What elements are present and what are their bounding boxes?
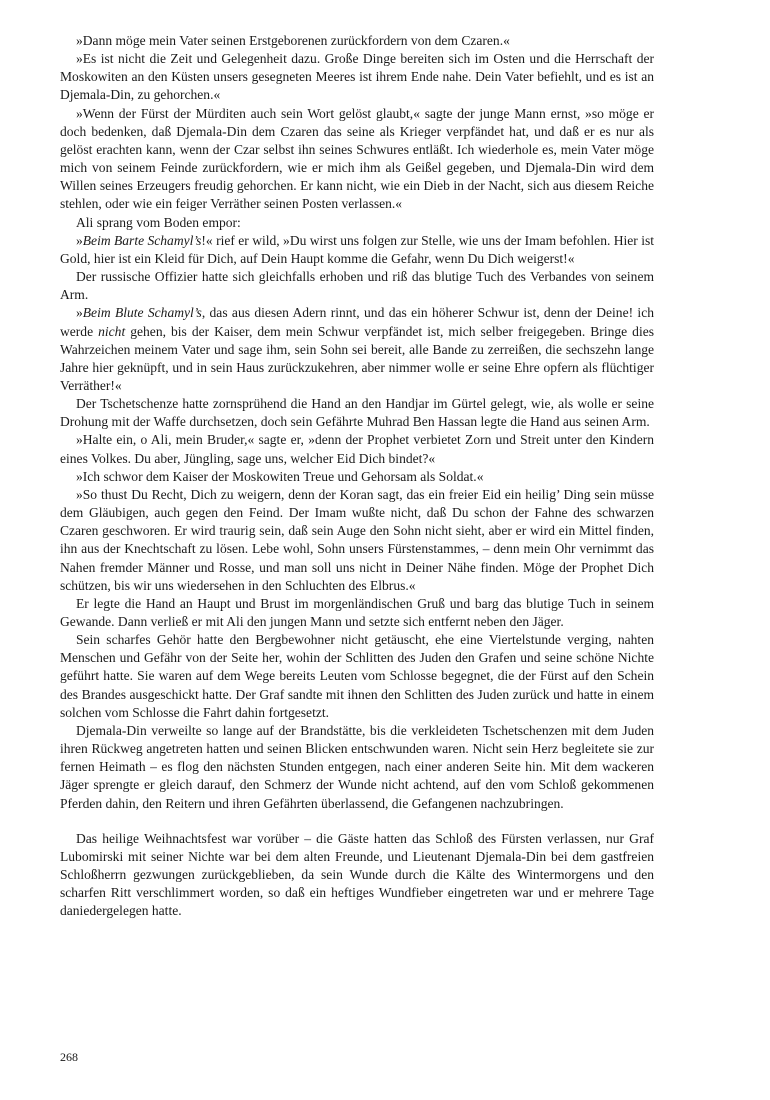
paragraph: »Beim Barte Schamyl’s!« rief er wild, »Du wirst uns folgen zur Stelle, wie uns der Imam befohlen. Hier ist Gold, hier ist ein Kleid für Dich, auf Dein Haupt komme die Gefahr, wenn Du Dich weigerst!« xyxy=(60,232,654,266)
page-number: 268 xyxy=(60,1050,78,1064)
paragraph: »Es ist nicht die Zeit und Gelegenheit dazu. Große Dinge bereiten sich im Osten und die Herrschaft der Moskowiten an den Küsten unsers gesegneten Meeres ist ihrem Ende nahe. Dein Vater befiehlt, und es ist an Djemala-Din, zu gehorchen.« xyxy=(60,51,654,103)
paragraph: Djemala-Din verweilte so lange auf der Brandstätte, bis die verkleideten Tschetschenzen mit dem Juden ihren Rückweg angetreten hatten und seinen Blicken entschwunden waren. Nicht sein Herz begleitete sie zur fernen Heimath – es flog den nächsten Stunden entgegen, nach einer anderen Seite hin. Mit dem wackeren Jäger sprengte er gleich darauf, den Schmerz der Wunde nicht achtend, auf den vom Schloß gekommenen Pferden dahin, den Reitern und ihren Gefährten überlassend, die Gefangenen nachzubringen. xyxy=(60,722,654,811)
page-body xyxy=(60,32,654,921)
paragraph: Das heilige Weihnachtsfest war vorüber – die Gäste hatten das Schloß des Fürsten verlassen, nur Graf Lubomirski mit seiner Nichte war bei dem alten Freunde, und Lieutenant Djemala-Din bei dem gastfreien Schloßherrn gezwungen zurückgeblieben, da sein Wunde durch die Kälte des Wintermorgens und den scharfen Ritt verschlimmert worden, so daß ein heftiges Wundfieber eingetreten war und er mehrere Tage daniedergelegen hatte. xyxy=(60,830,654,919)
paragraph: Der russische Offizier hatte sich gleichfalls erhoben und riß das blutige Tuch des Verbandes von seinem Arm. xyxy=(60,269,654,303)
paragraph: Er legte die Hand an Haupt und Brust im morgenländischen Gruß und barg das blutige Tuch in seinem Gewande. Dann verließ er mit Ali den jungen Mann und setzte sich entfernt neben den Jäger. xyxy=(60,595,654,629)
paragraph: Sein scharfes Gehör hatte den Bergbewohner nicht getäuscht, ehe eine Viertelstunde verging, nahten Menschen und Gefähr von der Seite her, wohin der Schlitten des Juden den Grafen und seine schöne Nichte geführt hatte. Sie waren auf dem Wege bereits Leuten vom Schlosse begegnet, die der Fürst auf den Schein des Brandes ausgeschickt hatte. Der Graf sandte mit ihnen den Schlitten des Juden zurück und hatte in einem solchen vom Schlosse die Fahrt dahin fortgesetzt. xyxy=(60,632,654,720)
paragraph: »Wenn der Fürst der Mürditen auch sein Wort gelöst glaubt,« sagte der junge Mann ernst, »so möge er doch bedenken, daß Djemala-Din dem Czaren das seine als Krieger verpfändet hat, und daß er es nur als gelöst erachten kann, wenn der Czar selbst ihn seines Schwures entläßt. Ich wiederhole es, mein Vater möge mich von seinem Feinde zurückfordern, wie er mich ihm als Geißel gegeben, und Djemala-Din wird dem Willen seines Erzeugers freudig gehorchen. Er kann nicht, wie ein Dieb in der Nacht, sich aus diesem Reiche stehlen, oder wie ein feiger Verräther seinen Posten verlassen.« xyxy=(60,105,654,212)
paragraph: Der Tschetschenze hatte zornsprühend die Hand an den Handjar im Gürtel gelegt, wie, als wolle er seine Drohung mit der Waffe durchsetzen, doch sein Gefährte Muhrad Ben Hassan legte die Hand aus seinen Arm. xyxy=(60,396,654,430)
paragraph: »Ich schwor dem Kaiser der Moskowiten Treue und Gehorsam als Soldat.« xyxy=(76,468,484,484)
paragraph: Ali sprang vom Boden empor: xyxy=(76,214,241,230)
paragraph: »So thust Du Recht, Dich zu weigern, denn der Koran sagt, das ein freier Eid ein heilig’ Ding sein müsse dem Gläubigen, auch gegen den Feind. Der Imam wußte nicht, daß Du schon der Fahne des schwarzen Czaren geschworen. Er wird traurig sein, daß sein Auge den Sohn nicht sieht, aber er wird ein Mittel finden, ihn aus der Knechtschaft zu lösen. Lebe wohl, Sohn unsers Fürstenstammes, – denn mein Ohr vernimmt das Nahen fremder Männer und Rosse, und man soll uns nicht in Deiner Nähe finden. Möge der Prophet Dich schützen, bis wir uns wiedersehen in den Schluchten des Elbrus.« xyxy=(60,486,654,593)
paragraph: »Halte ein, o Ali, mein Bruder,« sagte er, »denn der Prophet verbietet Zorn und Streit unter den Kindern eines Volkes. Du aber, Jüngling, sage uns, welcher Eid Dich bindet?« xyxy=(60,432,654,466)
paragraph: »Beim Blute Schamyl’s, das aus diesen Adern rinnt, und das ein höherer Schwur ist, denn der Deine! ich werde nicht gehen, bis der Kaiser, dem mein Schwur verpfändet ist, mich selber freigegeben. Bringe dies Wahrzeichen meinem Vater und sage ihm, sein Sohn sei bereit, alle Bande zu zerreißen, die sechszehn lange Jahre hier geknüpft, und in sein Haus zurückzukehren, aber nimmer wolle er seine Ehre opfern als flüchtiger Verräther!« xyxy=(60,305,654,393)
paragraph: »Dann möge mein Vater seinen Erstgeborenen zurückfordern von dem Czaren.« xyxy=(76,33,510,48)
